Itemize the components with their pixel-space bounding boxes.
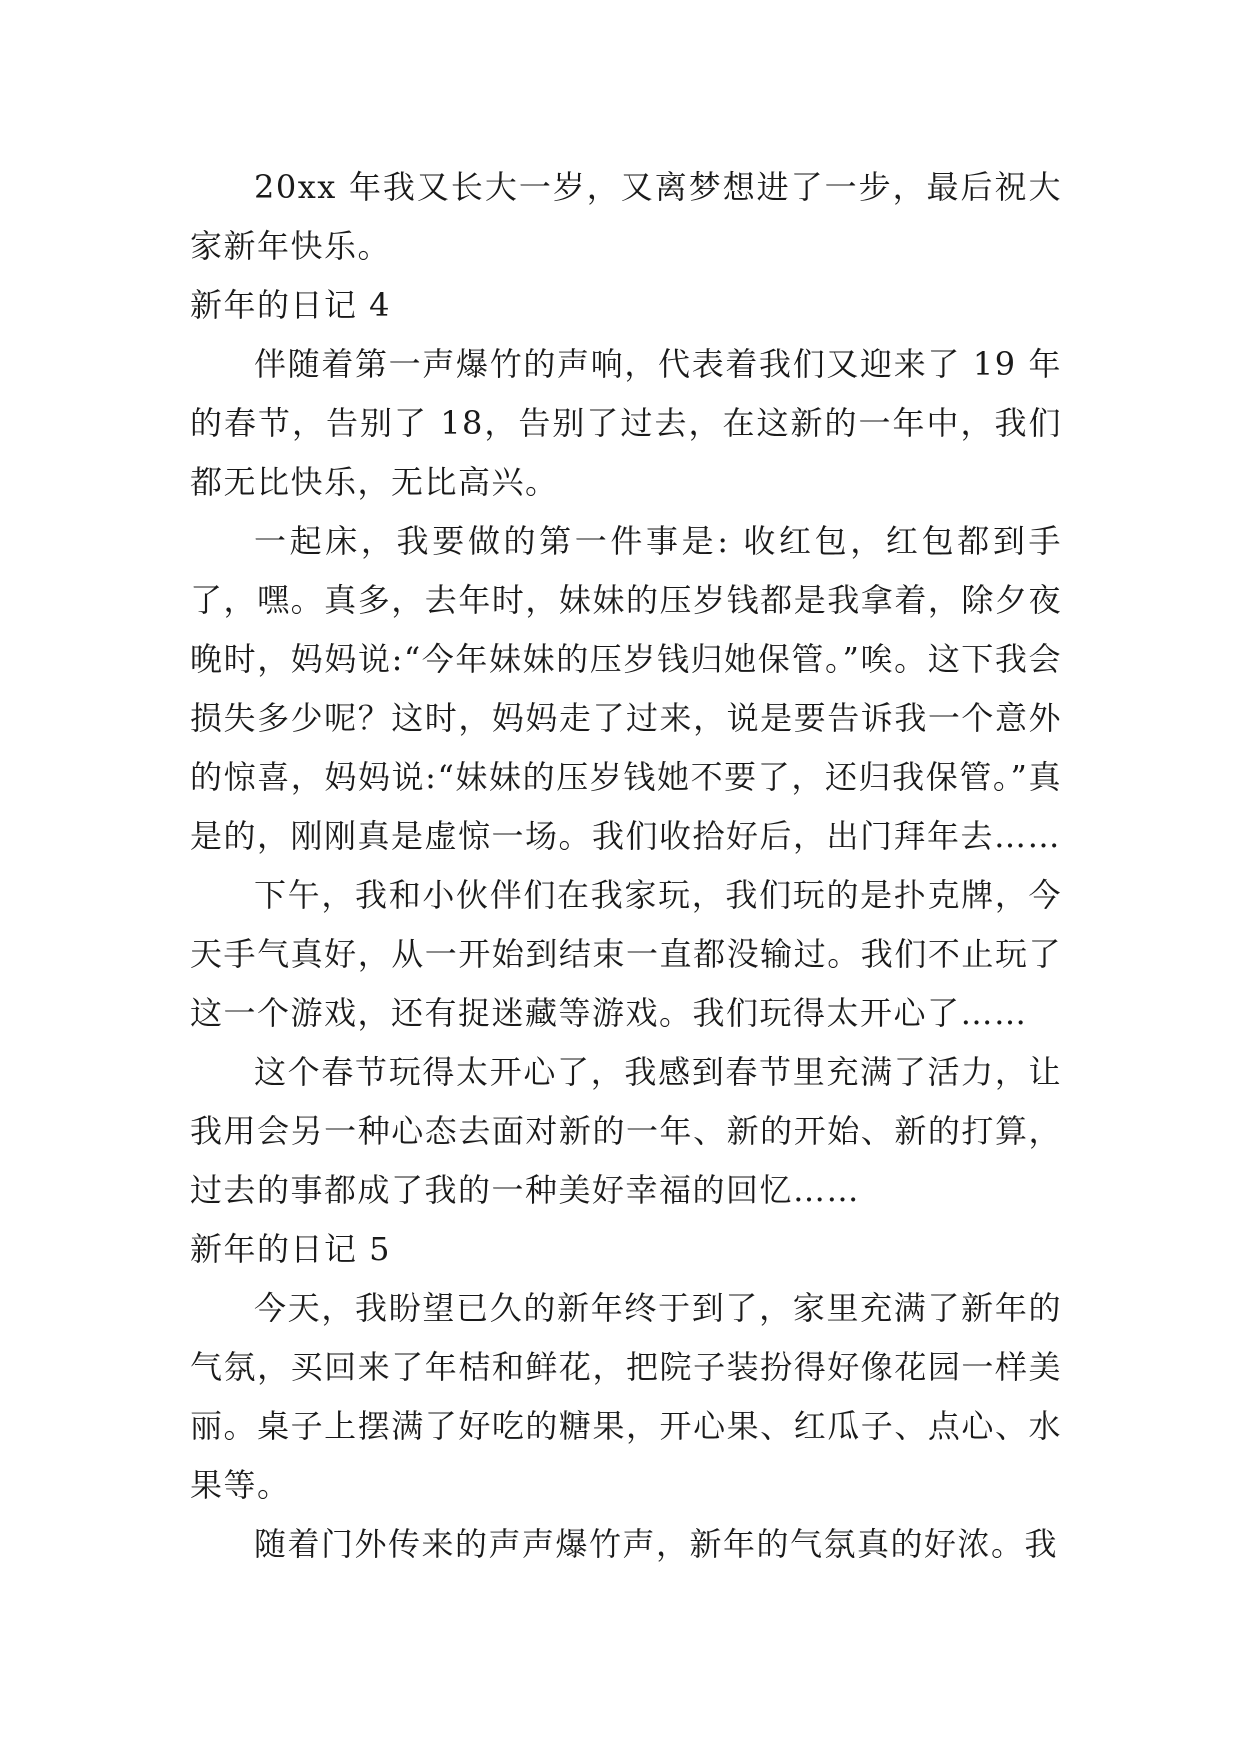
paragraph-red-envelope: 一起床，我要做的第一件事是: 收红包，红包都到手了，嘿。真多，去年时，妹妹的压岁钱都是我拿着，除夕夜晚时，妈妈说:“今年妹妹的压岁钱归她保管。”唉。这下我会损失多少呢？这时，妈妈走了过来，说是要告诉我一个意外的惊喜，妈妈说:“妹妹的压岁钱她不要了，还归我保管。”真是的，刚刚真是虚惊一场。我们收拾好后，出门拜年去…… xyxy=(190,522,1062,855)
diary-heading-4: 新年的日记 4 xyxy=(190,286,392,324)
paragraph-new-year-arrives: 今天，我盼望已久的新年终于到了，家里充满了新年的气氛，买回来了年桔和鲜花，把院子装扮得好像花园一样美丽。桌子上摆满了好吃的糖果，开心果、红瓜子、点心、水果等。 xyxy=(190,1289,1062,1504)
diary-heading-5: 新年的日记 5 xyxy=(190,1230,392,1268)
paragraph-afternoon-games: 下午，我和小伙伴们在我家玩，我们玩的是扑克牌，今天手气真好，从一开始到结束一直都没输过。我们不止玩了这一个游戏，还有捉迷藏等游戏。我们玩得太开心了…… xyxy=(190,876,1062,1032)
paragraph-firecracker-sounds: 随着门外传来的声声爆竹声，新年的气氛真的好浓。我 xyxy=(254,1525,1059,1563)
paragraph-closing-wish: 20xx 年我又长大一岁，又离梦想进了一步，最后祝大家新年快乐。 xyxy=(190,168,1062,265)
paragraph-firecracker: 伴随着第一声爆竹的声响，代表着我们又迎来了 19 年的春节，告别了 18，告别了过去，在这新的一年中，我们都无比快乐，无比高兴。 xyxy=(190,345,1062,501)
paragraph-spring-festival: 这个春节玩得太开心了，我感到春节里充满了活力，让我用会另一种心态去面对新的一年、新的开始、新的打算，过去的事都成了我的一种美好幸福的回忆…… xyxy=(190,1053,1062,1209)
document-body xyxy=(190,158,1062,1574)
